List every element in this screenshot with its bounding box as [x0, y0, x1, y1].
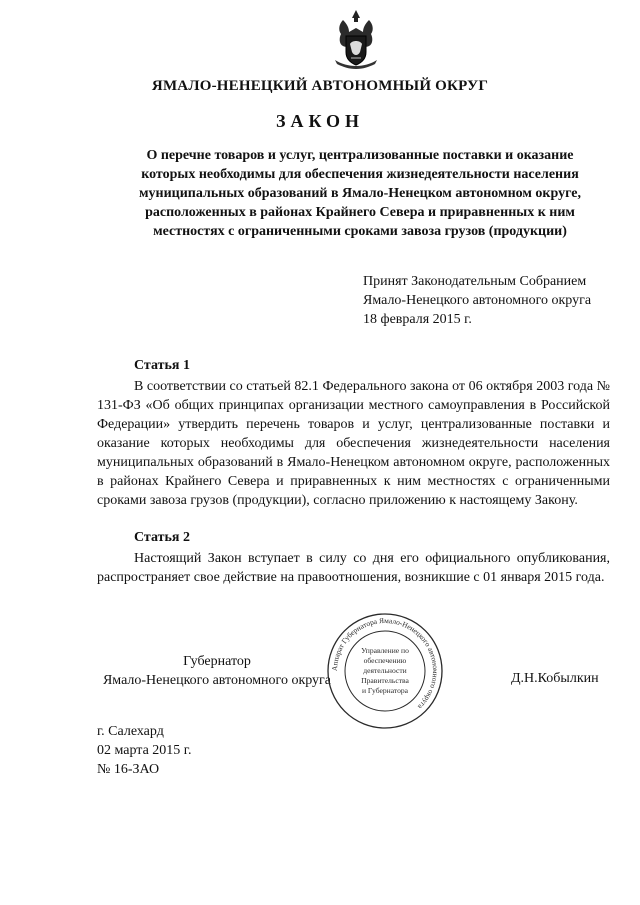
law-title-line: муниципальных образований в Ямало-Ненецком автономном округе,: [139, 186, 581, 201]
region-name: ЯМАЛО-НЕНЕЦКИЙ АВТОНОМНЫЙ ОКРУГ: [151, 78, 489, 94]
document-footer: [97, 722, 191, 779]
law-title-line: расположенных в районах Крайнего Севера и приравненных к ним: [145, 205, 575, 220]
signatory-title-line: Ямало-Ненецкого автономного округа: [102, 673, 332, 688]
adoption-line: Ямало-Ненецкого автономного округа: [363, 293, 592, 308]
official-seal-stamp: [321, 612, 449, 730]
seal-center-line: Управление по: [361, 646, 409, 655]
law-title-line: О перечне товаров и услуг, централизованные поставки и оказание: [146, 148, 574, 163]
place-of-signing: г. Салехард: [97, 724, 164, 739]
article-1-heading: Статья 1: [134, 358, 190, 373]
coat-of-arms-icon: [329, 8, 383, 70]
law-title-line: местностях с ограниченными сроками завоза грузов (продукции): [153, 224, 567, 239]
law-number: № 16-ЗАО: [97, 762, 160, 777]
signatory-title: [97, 652, 337, 690]
adoption-line: Принят Законодательным Собранием: [363, 274, 587, 289]
adoption-line: 18 февраля 2015 г.: [363, 312, 472, 327]
signatory-name: Д.Н.Кобылкин: [511, 671, 599, 686]
seal-center-line: Правительства: [361, 676, 409, 685]
law-title: [95, 146, 625, 241]
seal-center-line: и Губернатора: [361, 686, 409, 695]
article-2-text: Настоящий Закон вступает в силу со дня его официального опубликования, распространяет свое действие на правоотношения, возникшие с 01 января 2015 года.: [97, 551, 610, 585]
document-type: ЗАКОН: [275, 111, 365, 131]
article-1-text: В соответствии со статьей 82.1 Федерального закона от 06 октября 2003 года № 131-ФЗ «Об общих принципах организации местного самоуправления в Российской Федерации» утвердить перечень товаров и услуг, централизованные поставки и оказание которых необходимы для обеспечения жизнедеятельности населения муниципальных образований в Ямало-Ненецком автономном округе, расположенных в районах Крайнего Севера и приравненных к ним местностях с ограниченными сроками завоза грузов (продукции), согласно приложению к настоящему Закону.: [97, 379, 610, 508]
signing-date: 02 марта 2015 г.: [97, 743, 192, 758]
law-title-line: которых необходимы для обеспечения жизнедеятельности населения: [141, 167, 579, 182]
article-2-heading: Статья 2: [134, 530, 190, 545]
adoption-note: [363, 272, 633, 329]
signatory-title-line: Губернатор: [183, 654, 251, 669]
seal-center-line: деятельности: [363, 666, 407, 675]
seal-ring-text: Аппарат Губернатора Ямало-Ненецкого автономного округа: [329, 615, 441, 712]
seal-center-line: обеспечению: [363, 656, 407, 665]
